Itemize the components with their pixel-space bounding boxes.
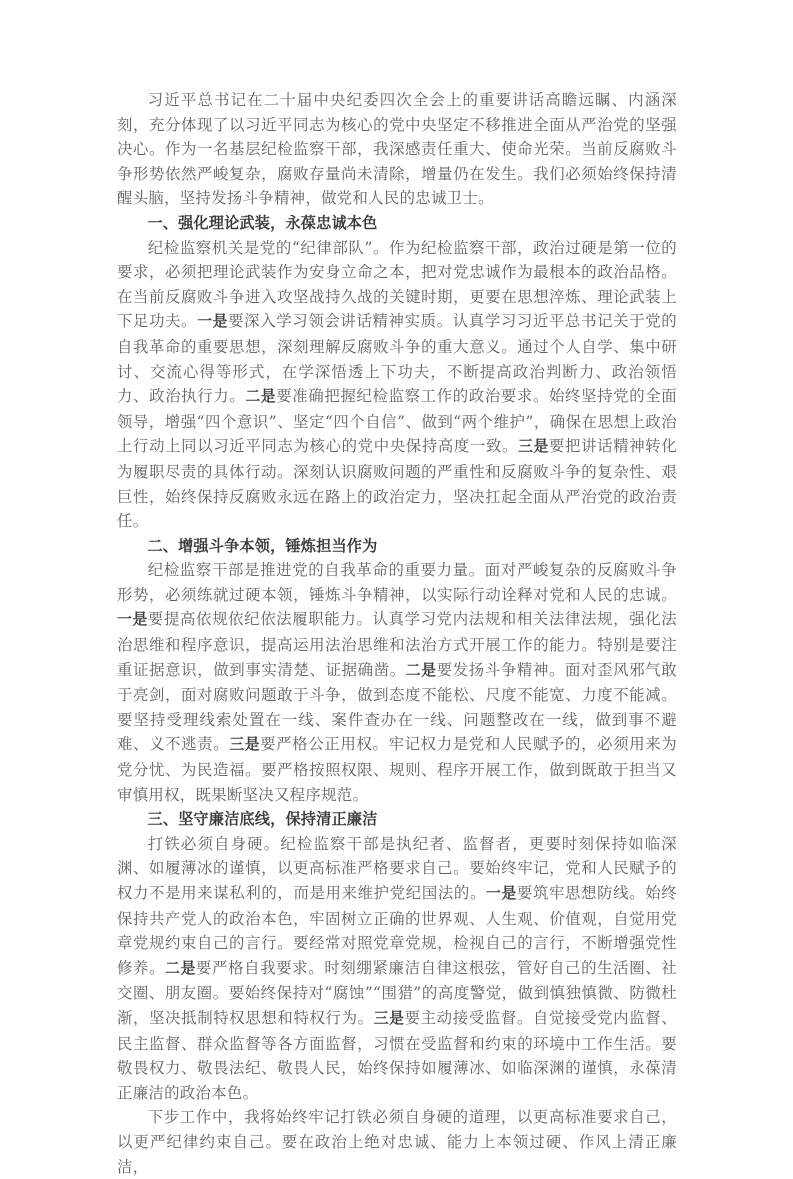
section-2-paragraph [117, 558, 677, 807]
text-run: 纪检监察机关是党的“纪律部队”。作为纪检监察干部，政治过硬是第一位的要求，必须把理论武装作为安身立命之本，把对党忠诚作为最根本的政治品格。在当前反腐败斗争进入攻坚战持久战的关键时期，更要在思想淬炼、理论武装上下足功夫。 [117, 238, 677, 331]
text-run: 要提高依规依纪依法履职能力。认真学习党内法规和相关法律法规，强化法治思维和程序意识，提高运用法治思维和法治方式开展工作的能力。特别是要注重证据意识，做到事实清楚、证据确凿。 [117, 610, 677, 679]
section-heading-1: 一、强化理论武装，永葆忠诚本色 [147, 213, 378, 232]
section-1-paragraph [117, 236, 677, 534]
opening-paragraph [117, 88, 677, 211]
emphasis-run: 一是 [197, 313, 229, 331]
text-run: 要深入学习领会讲话精神实质。认真学习习近平总书记关于党的自我革命的重要思想，深刻理解反腐败斗争的重大意义。通过个人自学、集中研讨、交流心得等形式，在学深悟透上下功夫，不断提高政治判断力、政治领悟力、政治执行力。 [117, 312, 677, 406]
text-run: 要严格自我要求。时刻绷紧廉洁自律这根弦，管好自己的生活圈、社交圈、朋友圈。要始终保持对“腐蚀”“围猎”的高度警觉，做到慎独慎微、防微杜渐，坚决抵制特权思想和特权行为。 [117, 958, 677, 1027]
text-run: 要准确把握纪检监察工作的政治要求。始终坚持党的全面领导，增强“四个意识”、坚定“四个自信”、做到“两个维护”，确保在思想上政治上行动上同以习近平同志为核心的党中央保持高度一致。 [117, 387, 678, 456]
emphasis-run: 二是 [245, 388, 277, 406]
section-heading-2: 二、增强斗争本领，锤炼担当作为 [147, 536, 378, 555]
section-heading-3: 三、坚守廉洁底线，保持清正廉洁 [147, 810, 378, 829]
text-run: 打铁必须自身硬。纪检监察干部是执纪者、监督者，更要时刻保持如临深渊、如履薄冰的谨慎，以更高标准严格要求自己。要始终牢记，党和人民赋予的权力不是用来谋私利的，而是用来维护党纪国法的。 [117, 834, 677, 902]
text-run: 要筑牢思想防线。始终保持共产党人的政治本色，牢固树立正确的世界观、人生观、价值观，自觉用党章党规约束自己的言行。要经常对照党章党规，检视自己的言行，不断增强党性修养。 [117, 884, 677, 977]
emphasis-run: 二是 [405, 661, 437, 679]
text-run: 要把讲话精神转化为履职尽责的具体行动。深刻认识腐败问题的严重性和反腐败斗争的复杂性、艰巨性，始终保持反腐败永远在路上的政治定力，坚决扛起全面从严治党的政治责任。 [117, 437, 678, 531]
emphasis-run: 一是 [486, 885, 517, 902]
emphasis-run: 一是 [117, 611, 148, 629]
emphasis-run: 三是 [518, 438, 549, 456]
text-run: 要发扬斗争精神。面对歪风邪气敢于亮剑，面对腐败问题敢于斗争，做到态度不能松、尺度不能宽、力度不能减。要坚持受理线索处置在一线、案件查办在一线、问题整改在一线，做到事不避难、义不逃责。 [117, 660, 677, 754]
closing-paragraph [117, 1105, 677, 1179]
text-run: 纪检监察干部是推进党的自我革命的重要力量。面对严峻复杂的反腐败斗争形势，必须练就过硬本领，锤炼斗争精神，以实际行动诠释对党和人民的忠诚。 [117, 561, 677, 604]
section-3-paragraph [117, 832, 677, 1106]
text-run: 习近平总书记在二十届中央纪委四次全会上的重要讲话高瞻远瞩、内涵深刻，充分体现了以习近平同志为核心的党中央坚定不移推进全面从严治党的坚强决心。作为一名基层纪检监察干部，我深感责任重大、使命光荣。当前反腐败斗争形势依然严峻复杂，腐败存量尚未清除，增量仍在发生。我们必须始终保持清醒头脑，坚持发扬斗争精神，做党和人民的忠诚卫士。 [117, 91, 677, 208]
text-run: 要主动接受监督。自觉接受党内监督、民主监督、群众监督等各方面监督，习惯在受监督和约束的环境中工作生活。要敬畏权力、敬畏法纪、敬畏人民，始终保持如履薄冰、如临深渊的谨慎，永葆清正廉洁的政治本色。 [117, 1008, 677, 1102]
document-body [117, 88, 677, 1179]
emphasis-run: 三是 [373, 1009, 405, 1027]
text-run: 要严格公正用权。牢记权力是党和人民赋予的，必须用来为党分忧、为民造福。要严格按照权限、规则、程序开展工作，做到既敢于担当又审慎用权，既果断坚决又程序规范。 [117, 735, 678, 804]
emphasis-run: 三是 [229, 736, 261, 754]
emphasis-run: 二是 [165, 959, 197, 977]
text-run: 下步工作中，我将始终牢记打铁必须自身硬的道理，以更高标准要求自己，以更严纪律约束自己。要在政治上绝对忠诚、能力上本领过硬、作风上清正廉洁， [117, 1108, 677, 1176]
